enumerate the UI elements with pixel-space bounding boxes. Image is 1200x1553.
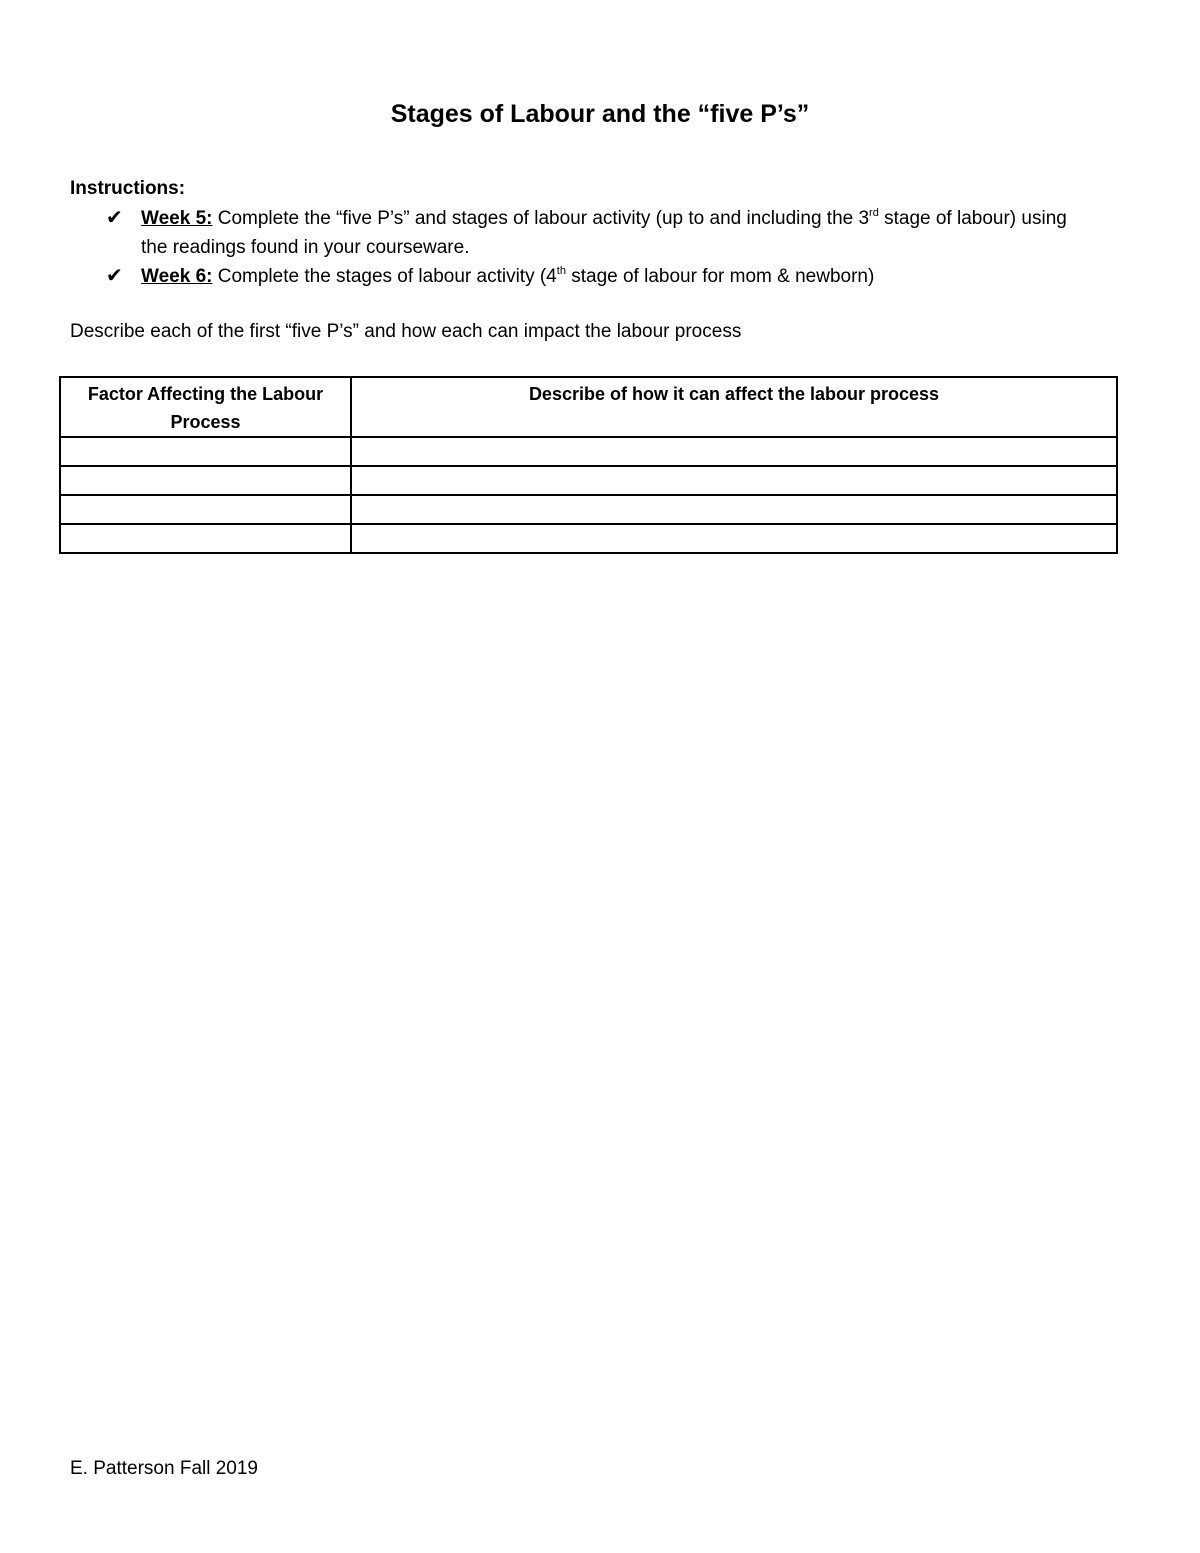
footer-author: E. Patterson Fall 2019 <box>70 1458 258 1479</box>
ordinal-suffix: th <box>556 265 566 277</box>
factor-cell[interactable] <box>60 524 351 553</box>
table-row <box>60 495 1117 524</box>
instruction-item-week-5 <box>70 204 1080 262</box>
description-cell[interactable] <box>351 524 1117 553</box>
description-cell[interactable] <box>351 437 1117 466</box>
instruction-text: Complete the stages of labour activity (4 <box>212 266 557 287</box>
table-row <box>60 466 1117 495</box>
week-label: Week 6: <box>141 266 213 287</box>
checkmark-icon: ✔ <box>106 207 123 229</box>
factor-cell[interactable] <box>60 437 351 466</box>
instructions-list <box>70 204 1080 291</box>
table-header-row <box>60 377 1117 437</box>
week-label: Week 5: <box>141 208 213 229</box>
instruction-text: Complete the “five P’s” and stages of labour activity (up to and including the 3 <box>212 208 870 229</box>
header-description: Describe of how it can affect the labour process <box>351 377 1117 437</box>
checkmark-icon: ✔ <box>106 265 123 287</box>
factor-cell[interactable] <box>60 495 351 524</box>
description-cell[interactable] <box>351 495 1117 524</box>
factor-cell[interactable] <box>60 466 351 495</box>
table-row <box>60 437 1117 466</box>
header-factor: Factor Affecting the Labour Process <box>60 377 351 437</box>
factors-table <box>59 376 1118 554</box>
instructions-heading: Instructions: <box>70 178 186 199</box>
description-cell[interactable] <box>351 466 1117 495</box>
instruction-text: stage of labour for mom & newborn) <box>565 266 875 287</box>
describe-prompt: Describe each of the first “five P’s” and how each can impact the labour process <box>70 321 742 342</box>
ordinal-suffix: rd <box>869 207 879 219</box>
instruction-item-week-6 <box>70 262 1080 291</box>
table-row <box>60 524 1117 553</box>
instruction-text: stage of labour) using the readings found in your courseware. <box>141 208 1067 258</box>
page-title: Stages of Labour and the “five P’s” <box>390 100 810 128</box>
